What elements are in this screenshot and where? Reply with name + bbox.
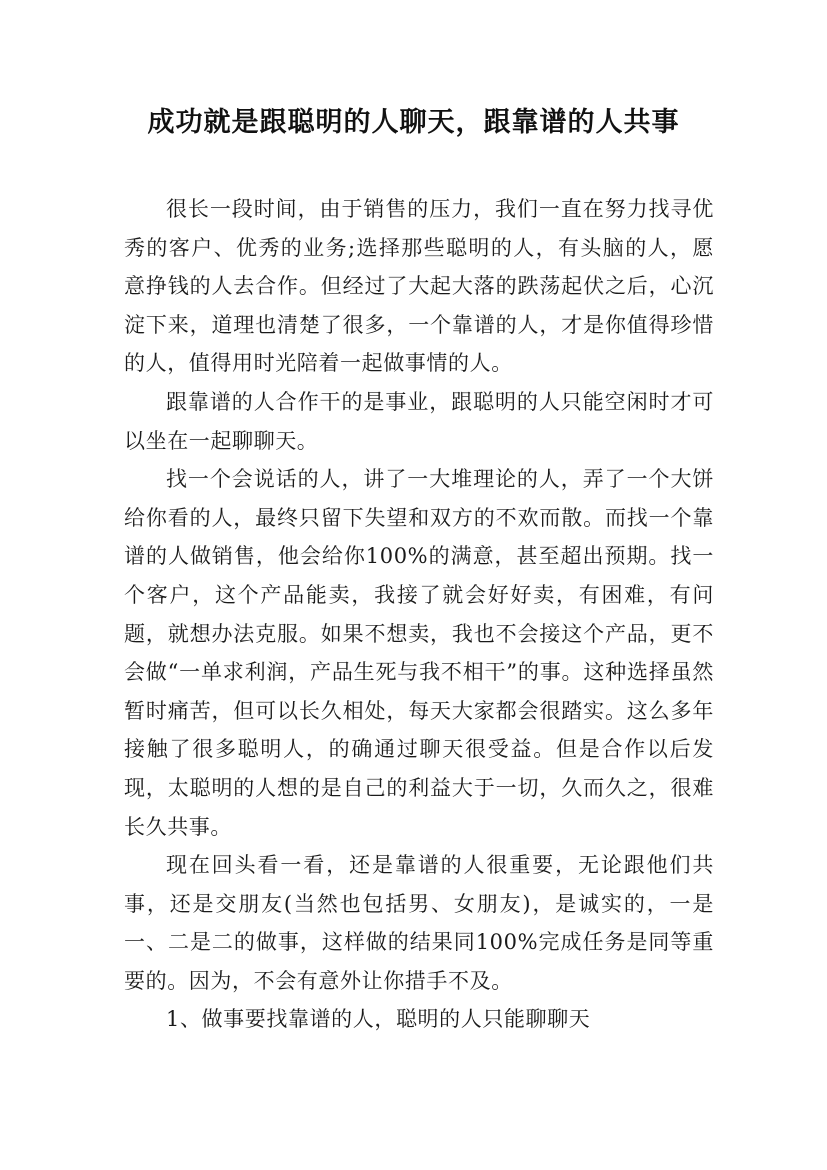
paragraph: 找一个会说话的人，讲了一大堆理论的人，弄了一个大饼给你看的人，最终只留下失望和双方的不欢而散。而找一个靠谱的人做销售，他会给你100%的满意，甚至超出预期。找一个客户，这个产品能卖，我接了就会好好卖，有困难，有问题，就想办法克服。如果不想卖，我也不会接这个产品，更不会做“一单求利润，产品生死与我不相干”的事。这种选择虽然暂时痛苦，但可以长久相处，每天大家都会很踏实。这么多年接触了很多聪明人，的确通过聊天很受益。但是合作以后发现，太聪明的人想的是自己的利益大于一切，久而久之，很难长久共事。 <box>124 467 714 839</box>
paragraph: 跟靠谱的人合作干的是事业，跟聪明的人只能空闲时才可以坐在一起聊聊天。 <box>124 389 714 453</box>
section-heading: 1、做事要找靠谱的人，聪明的人只能聊聊天 <box>166 1007 591 1032</box>
document-title: 成功就是跟聪明的人聊天，跟靠谱的人共事 <box>147 107 680 138</box>
paragraph: 很长一段时间，由于销售的压力，我们一直在努力找寻优秀的客户、优秀的业务;选择那些聪明的人，有头脑的人，愿意挣钱的人去合作。但经过了大起大落的跌荡起伏之后，心沉淀下来，道理也清楚了很多，一个靠谱的人，才是你值得珍惜的人，值得用时光陪着一起做事情的人。 <box>124 197 714 376</box>
document-body <box>124 190 714 1039</box>
paragraph: 现在回头看一看，还是靠谱的人很重要，无论跟他们共事，还是交朋友(当然也包括男、女朋友)，是诚实的，一是一、二是二的做事，这样做的结果同100%完成任务是同等重要的。因为，不会有意外让你措手不及。 <box>124 853 714 993</box>
